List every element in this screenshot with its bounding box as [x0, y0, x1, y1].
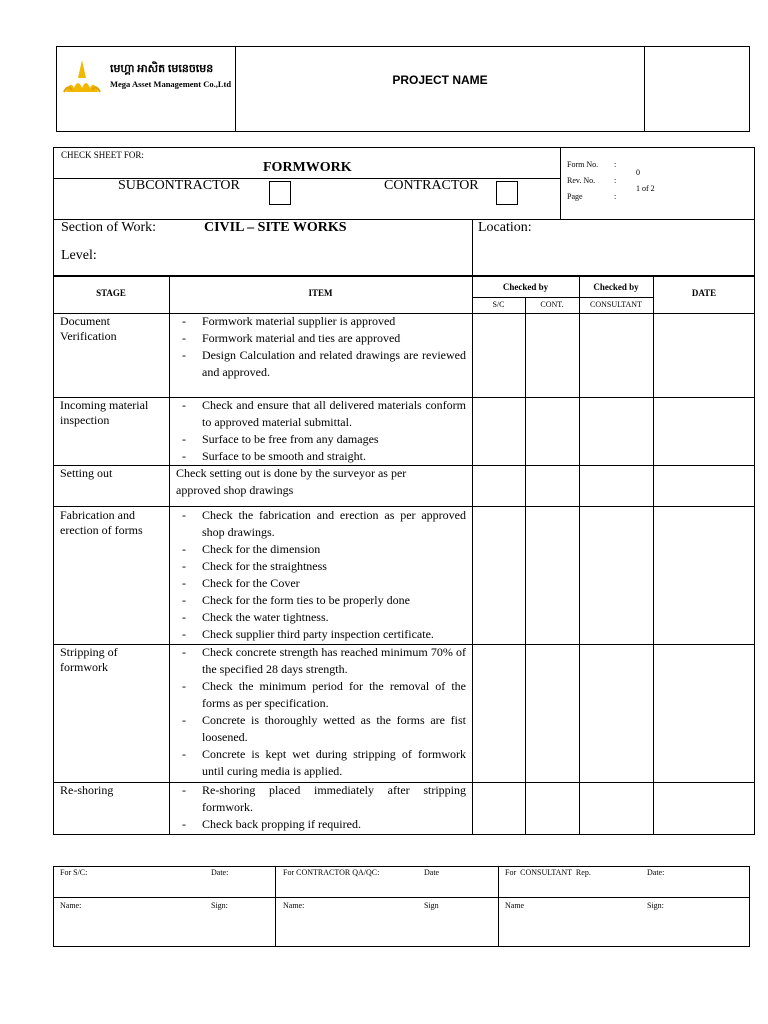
- header-divider-right: [644, 46, 645, 132]
- footer-row-line: [53, 897, 750, 898]
- col-line-consultant: [653, 276, 654, 835]
- contractor-label: CONTRACTOR: [384, 178, 479, 193]
- items-re-shoring: [176, 782, 466, 833]
- checklist-item: - Check back propping if required.: [176, 816, 466, 833]
- subcontractor-checkbox[interactable]: [269, 181, 291, 205]
- checklist-item: - Surface to be smooth and straight.: [176, 448, 466, 465]
- section-of-work-label: Section of Work:: [61, 220, 157, 235]
- location-label: Location:: [478, 220, 532, 235]
- contractor-name-label: Name:: [283, 901, 305, 910]
- col-line-item: [472, 276, 473, 835]
- stage-stripping-formwork: Stripping of formwork: [60, 645, 118, 674]
- subcontractor-label: SUBCONTRACTOR: [118, 178, 240, 193]
- checklist-item: - Concrete is kept wet during stripping of formwork until curing media is applied.: [176, 746, 466, 780]
- page-value: 1 of 2: [636, 184, 655, 193]
- stage-fabrication-erection: Fabrication and erection of forms: [60, 508, 143, 537]
- consultant-subheader: CONSULTANT: [590, 300, 642, 309]
- logo-khmer-text: មេហ្គា អាសិត មេនេចមេន: [110, 63, 214, 75]
- check-sheet-for-label: CHECK SHEET FOR:: [61, 150, 144, 160]
- logo-company-name: Mega Asset Management Co.,Ltd: [110, 79, 232, 89]
- stage-setting-out: Setting out: [60, 466, 113, 480]
- item-setting-out: Check setting out is done by the surveyor as per approved shop drawings: [176, 466, 407, 497]
- stage-header: STAGE: [96, 288, 126, 298]
- items-document-verification: [176, 313, 466, 381]
- sc-name-label: Name:: [60, 901, 82, 910]
- col-line-stage: [169, 276, 170, 835]
- checklist-item: - Check the minimum period for the removal of the forms as per specification.: [176, 678, 466, 712]
- consultant-name-label: Name: [505, 901, 525, 910]
- checklist-item: - Check the fabrication and erection as per approved shop drawings.: [176, 507, 466, 541]
- consultant-date-label: Date:: [647, 868, 665, 877]
- checklist-item: - Check the water tightness.: [176, 609, 466, 626]
- checklist-item: - Concrete is thoroughly wetted as the forms are fist loosened.: [176, 712, 466, 746]
- items-stripping-formwork: [176, 644, 466, 780]
- checklist-item: - Check supplier third party inspection certificate.: [176, 626, 466, 643]
- logo-emblem-icon: [62, 58, 102, 94]
- level-label: Level:: [61, 248, 97, 263]
- date-header: DATE: [691, 288, 717, 298]
- checklist-item: - Check for the form ties to be properly done: [176, 592, 466, 609]
- sc-sign-label: Sign:: [211, 901, 228, 910]
- checklist-item: - Check concrete strength has reached minimum 70% of the specified 28 days strength.: [176, 644, 466, 678]
- location-divider: [472, 219, 473, 276]
- checklist-item: - Formwork material supplier is approved: [176, 313, 466, 330]
- cont-subheader: CONT.: [540, 300, 564, 309]
- col-line-cont: [579, 276, 580, 835]
- stage-re-shoring: Re-shoring: [60, 783, 114, 797]
- company-logo: [62, 58, 232, 98]
- sheet-title: FORMWORK: [263, 160, 352, 175]
- items-fabrication-erection: [176, 507, 466, 643]
- footer-col-line-2: [498, 866, 499, 947]
- page-colon: :: [614, 192, 617, 201]
- for-contractor-label: For CONTRACTOR QA/QC:: [283, 868, 380, 877]
- for-consultant-label: For CONSULTANT Rep.: [505, 868, 591, 877]
- stage-document-verification: Document Verification: [60, 314, 117, 343]
- checked-by-consultant-header: Checked by: [593, 282, 639, 292]
- form-no-colon: :: [614, 160, 617, 169]
- check-sheet-box: [53, 147, 755, 276]
- contractor-sign-label: Sign: [424, 901, 439, 910]
- project-name: PROJECT NAME: [392, 73, 488, 87]
- for-sc-label: For S/C:: [60, 868, 88, 877]
- contractor-checkbox[interactable]: [496, 181, 518, 205]
- rev-no-colon: :: [614, 176, 617, 185]
- form-no-value: 0: [636, 168, 640, 177]
- section-of-work-value: CIVIL – SITE WORKS: [204, 220, 347, 235]
- checklist-item: - Surface to be free from any damages: [176, 431, 466, 448]
- section-divider: [53, 219, 755, 220]
- checklist-item: - Re-shoring placed immediately after stripping formwork.: [176, 782, 466, 816]
- stage-incoming-material: Incoming material inspection: [60, 398, 149, 427]
- checklist-item: - Check for the dimension: [176, 541, 466, 558]
- checklist-item: - Check for the Cover: [176, 575, 466, 592]
- rev-no-label: Rev. No.: [567, 176, 596, 185]
- header-divider-left: [235, 46, 236, 132]
- checklist-item: - Design Calculation and related drawings are reviewed and approved.: [176, 347, 466, 381]
- sc-subheader: S/C: [492, 300, 505, 309]
- page-label: Page: [567, 192, 583, 201]
- sc-date-label: Date:: [211, 868, 229, 877]
- items-incoming-material: [176, 397, 466, 465]
- item-header: ITEM: [308, 288, 333, 298]
- form-info-divider: [560, 147, 561, 220]
- checklist-item: - Formwork material and ties are approved: [176, 330, 466, 347]
- form-no-label: Form No.: [567, 160, 599, 169]
- col-line-sc: [525, 297, 526, 835]
- checked-by-sc-cont-header: Checked by: [502, 282, 549, 292]
- checked-by-divider: [472, 297, 653, 298]
- contractor-date-label: Date: [424, 868, 440, 877]
- checklist-item: - Check for the straightness: [176, 558, 466, 575]
- consultant-sign-label: Sign:: [647, 901, 664, 910]
- footer-col-line-1: [275, 866, 276, 947]
- checklist-item: - Check and ensure that all delivered materials conform to approved material submittal.: [176, 397, 466, 431]
- signature-footer: [53, 866, 750, 947]
